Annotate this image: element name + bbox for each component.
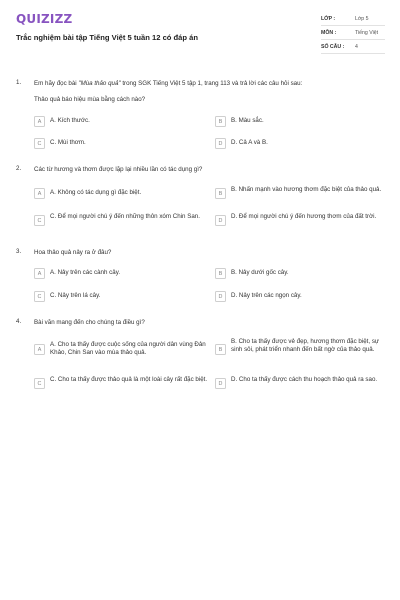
question-2 — [16, 165, 386, 240]
question-subtext: Thảo quả báo hiệu mùa bằng cách nào? — [34, 96, 146, 103]
option-d[interactable] — [215, 212, 385, 226]
option-text: A. Nảy trên các cành cây. — [50, 269, 121, 276]
option-text: D. Để mọi người chú ý đến hương thơm của đất trời. — [231, 213, 377, 220]
option-d[interactable] — [215, 375, 387, 389]
question-number: 3. — [16, 248, 22, 255]
quizizz-logo: QUIZIZZ — [16, 12, 73, 26]
option-letter-box: A — [34, 188, 45, 199]
option-text: A. Kích thước. — [50, 117, 90, 124]
option-text: D. Cả A và B. — [231, 139, 268, 146]
worksheet-title: Trắc nghiệm bài tập Tiếng Việt 5 tuần 12 có đáp án — [16, 33, 199, 42]
question-number: 4. — [16, 318, 22, 325]
meta-value-grade: Lớp 5 — [355, 15, 369, 22]
question-text: Hoa thảo quả nảy ra ở đâu? — [34, 249, 112, 256]
question-text: Bài văn mang đến cho chúng ta điều gì? — [34, 319, 145, 326]
option-letter-box: A — [34, 116, 45, 127]
option-letter-box: C — [34, 215, 45, 226]
question-4 — [16, 318, 386, 403]
option-letter-box: D — [215, 378, 226, 389]
option-b[interactable] — [215, 185, 385, 199]
meta-row-subject — [321, 26, 385, 40]
option-b[interactable] — [215, 116, 385, 127]
meta-key-count: SỐ CÂU : — [321, 43, 345, 50]
option-text: C. Nảy trên lá cây. — [50, 292, 101, 299]
option-letter-box: B — [215, 116, 226, 127]
option-text: B. Màu sắc. — [231, 117, 264, 124]
meta-value-subject: Tiếng Việt — [355, 29, 379, 36]
option-b[interactable] — [215, 268, 385, 279]
option-letter-box: B — [215, 344, 226, 355]
option-text: B. Nảy dưới gốc cây. — [231, 269, 289, 276]
worksheet-header — [0, 0, 400, 70]
option-d[interactable] — [215, 291, 385, 302]
option-a[interactable] — [34, 116, 204, 127]
option-letter-box: C — [34, 378, 45, 389]
option-letter-box: D — [215, 291, 226, 302]
worksheet-meta — [321, 12, 385, 54]
option-a[interactable] — [34, 188, 209, 199]
option-text: D. Nảy trên các ngọn cây. — [231, 292, 302, 299]
option-letter-box: C — [34, 138, 45, 149]
option-text: C. Mùi thơm. — [50, 139, 86, 146]
meta-key-grade: LỚP : — [321, 15, 336, 22]
option-letter-box: A — [34, 344, 45, 355]
option-letter-box: C — [34, 291, 45, 302]
option-c[interactable] — [34, 138, 204, 149]
option-text: C. Để mọi người chú ý đến những thôn xóm Chin San. — [50, 213, 200, 220]
option-letter-box: D — [215, 138, 226, 149]
option-letter-box: B — [215, 268, 226, 279]
option-text: B. Cho ta thấy được vẻ đẹp, hương thơm đặc biệt, sự sinh sôi, phát triển nhanh đến bất ngờ của thảo quả. — [231, 338, 380, 354]
option-d[interactable] — [215, 138, 385, 149]
option-text: D. Cho ta thấy được cách thu hoạch thảo quả ra sao. — [231, 376, 378, 383]
option-text: B. Nhấn mạnh vào hương thơm đặc biệt của thảo quả. — [231, 186, 382, 193]
option-b[interactable] — [215, 337, 387, 355]
option-text: A. Cho ta thấy được cuộc sống của người dân vùng Đản Khảo, Chin San vào mùa thảo quả. — [50, 341, 206, 357]
option-text: C. Cho ta thấy được thảo quả là một loài cây rất đặc biệt. — [50, 376, 208, 383]
question-text-start: Em hãy đọc bài — [34, 80, 79, 87]
option-a[interactable] — [34, 340, 212, 358]
meta-row-grade — [321, 12, 385, 26]
option-c[interactable] — [34, 375, 212, 389]
meta-row-count — [321, 40, 385, 54]
question-number: 2. — [16, 165, 22, 172]
option-letter-box: B — [215, 188, 226, 199]
option-text: A. Không có tác dụng gì đặc biệt. — [50, 189, 142, 196]
question-text: Các từ hương và thơm được lặp lại nhiều lần có tác dụng gì? — [34, 166, 203, 173]
question-text-italic: "Mùa thảo quả" — [78, 80, 121, 87]
option-c[interactable] — [34, 291, 204, 302]
question-3 — [16, 248, 386, 308]
meta-key-subject: MÔN : — [321, 29, 337, 36]
meta-value-count: 4 — [355, 43, 358, 50]
question-number: 1. — [16, 79, 22, 86]
option-letter-box: D — [215, 215, 226, 226]
option-letter-box: A — [34, 268, 45, 279]
question-text — [34, 79, 379, 88]
option-a[interactable] — [34, 268, 204, 279]
question-1 — [16, 79, 386, 159]
question-text-end: trong SGK Tiếng Việt 5 tập 1, trang 113 và trả lời các câu hỏi sau: — [120, 80, 303, 87]
option-c[interactable] — [34, 212, 209, 226]
